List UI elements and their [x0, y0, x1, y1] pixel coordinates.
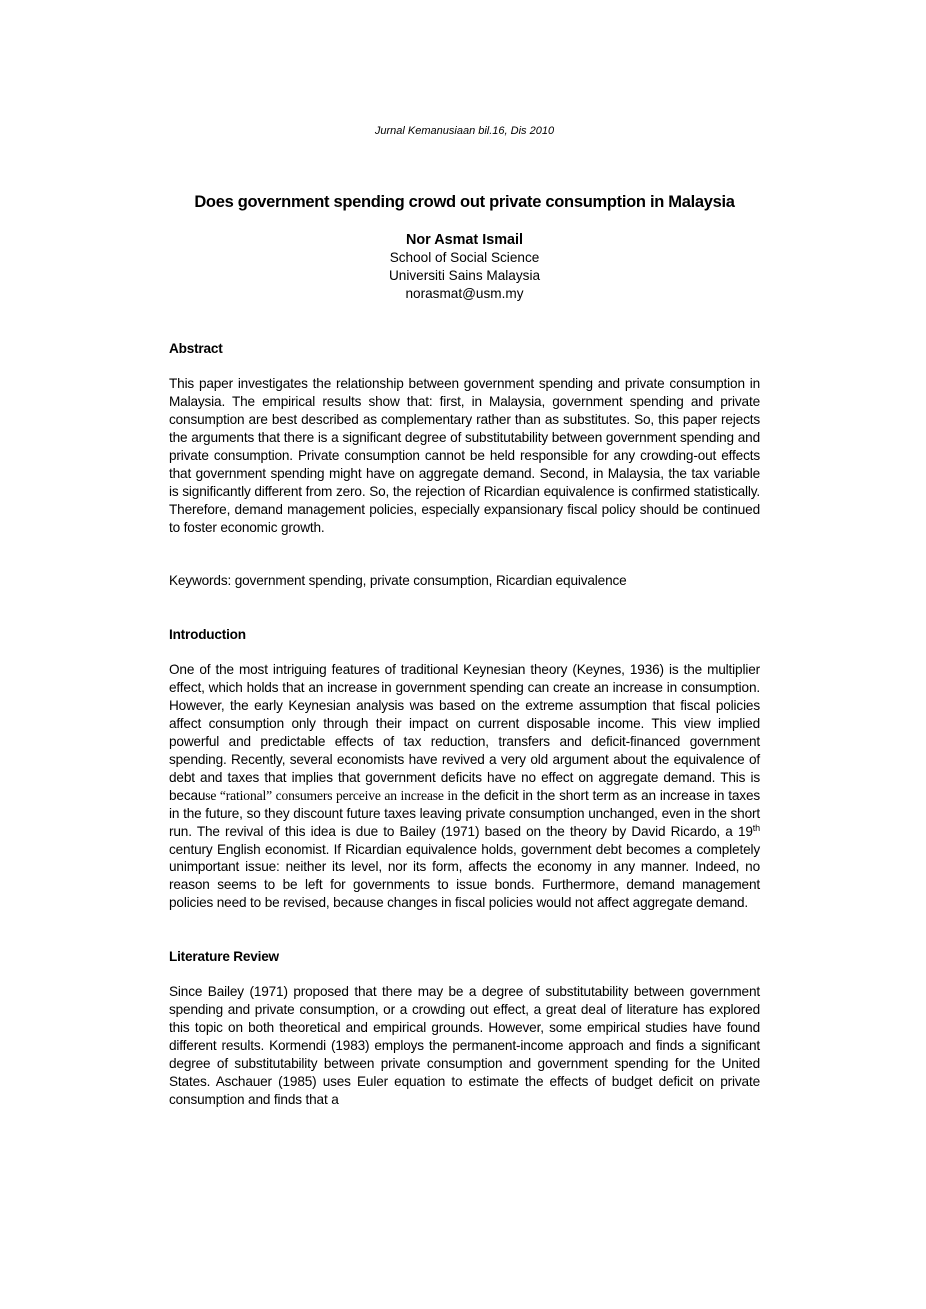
author-department: School of Social Science [389, 250, 540, 265]
introduction-text-part2: the deficit in the short term as an increase in taxes in the future, so they discount future taxes leaving private consumption unchanged, even in the short run. The revival of this idea is due to Bailey (1971) based on the theory by David Ricardo, a 19 [169, 787, 760, 839]
introduction-text-part1: One of the most intriguing features of traditional Keynesian theory (Keynes, 1936) is the multiplier effect, which holds that an increase in government spending can create an increase in consumption. However, the early Keynesian analysis was based on the extreme assumption that fiscal policies affect consumption only through their impact on current disposable income. This view implied powerful and predictable effects of tax reduction, transfers and deficit-financed government spending. Recently, several economists have revived a very old argument about the equivalence of debt and taxes that implies that government deficits have no effect on aggregate demand. This is becau [169, 662, 760, 803]
introduction-text-part3: century English economist. If Ricardian equivalence holds, government debt becomes a completely unimportant issue: neither its level, nor its form, affects the economy in any manner. Indeed, no reason seems to be left for governments to issue bonds. Furthermore, demand management policies need to be revised, because changes in fiscal policies would not affect aggregate demand. [169, 841, 760, 911]
keywords: Keywords: government spending, private consumption, Ricardian equivalence [169, 573, 627, 588]
literature-review-heading: Literature Review [169, 949, 279, 964]
paper-title: Does government spending crowd out private consumption in Malaysia [194, 193, 735, 211]
author-block [169, 231, 760, 303]
introduction-heading: Introduction [169, 627, 246, 642]
abstract-heading: Abstract [169, 341, 223, 356]
author-university: Universiti Sains Malaysia [388, 268, 541, 283]
journal-running-head: Jurnal Kemanusiaan bil.16, Dis 2010 [374, 125, 555, 137]
introduction-text [169, 661, 760, 912]
abstract-text: This paper investigates the relationship between government spending and private consumption in Malaysia. The empirical results show that: first, in Malaysia, government spending and private consumption are best described as complementary rather than as substitutes. So, this paper rejects the arguments that there is a significant degree of substitutability between government spending and private consumption. Private consumption cannot be held responsible for any crowding-out effects that government spending might have on aggregate demand. Second, in Malaysia, the tax variable is significantly different from zero. So, the rejection of Ricardian equivalence is confirmed statistically. Therefore, demand management policies, especially expansionary fiscal policy should be continued to foster economic growth. [169, 376, 760, 535]
literature-review-text: Since Bailey (1971) proposed that there may be a degree of substitutability between government spending and private consumption, or a crowding out effect, a great deal of literature has explored this topic on both theoretical and empirical grounds. However, some empirical studies have found different results. Kormendi (1983) employs the permanent-income approach and finds a significant degree of substitutability between private consumption and government spending for the United States. Aschauer (1985) uses Euler equation to estimate the effects of budget deficit on private consumption and finds that a [169, 984, 760, 1107]
author-name: Nor Asmat Ismail [405, 232, 524, 248]
introduction-text-serif: se “rational” consumers perceive an increase in [205, 787, 458, 803]
author-email: norasmat@usm.my [405, 286, 524, 301]
ordinal-superscript: th [752, 822, 760, 833]
